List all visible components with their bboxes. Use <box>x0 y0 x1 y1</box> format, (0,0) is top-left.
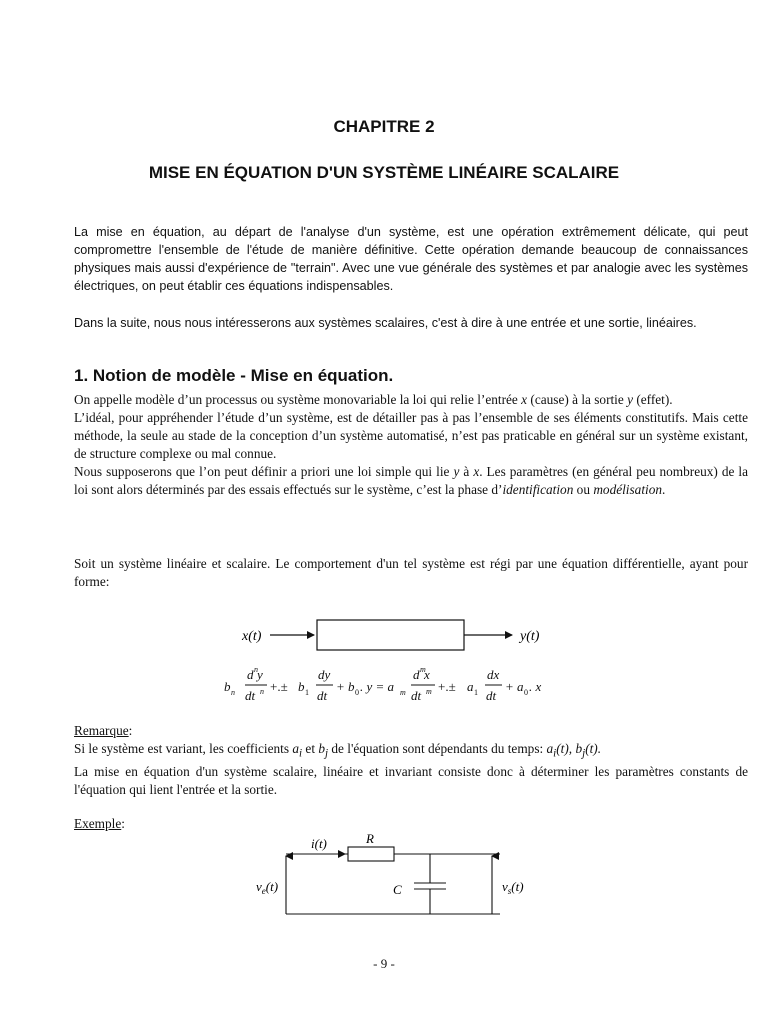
eq-b1-sub: 1 <box>305 688 309 697</box>
vs-v: v <box>502 879 508 894</box>
eq-dt: dt <box>245 688 256 703</box>
text: (t). <box>585 741 602 756</box>
text: (cause) à la sortie <box>527 392 628 407</box>
text: Nous supposerons que l’on peut définir a priori une loi simple qui lie <box>74 464 454 479</box>
section-1-line-1 <box>74 391 748 409</box>
eq-bn: b <box>224 679 231 694</box>
intro-p1-text: La mise en équation, au départ de l'analyse d'un système, est une opération extrêmement délicate, qui peut compromettre l'ensemble de l'étude de manière définitive. Cette opération demande beaucoup de connaissances physiques mais aussi d'expérience de "terrain". Avec une vue générale des systèmes et par analogie avec les systèmes électriques, on peut établir ces équations indispensables. <box>74 225 748 293</box>
eq-dt: dt <box>411 688 422 703</box>
example-colon: : <box>121 816 125 831</box>
text: . <box>662 482 666 497</box>
var-ai: a <box>292 741 300 756</box>
resistor <box>348 847 394 861</box>
var-bjt: b <box>575 741 583 756</box>
vs-label <box>502 879 524 896</box>
section-1-p4-text: Soit un système linéaire et scalaire. Le comportement d'un tel système est régi par une équation différentielle, ayant pour forme: <box>74 556 748 589</box>
current-arrow-head <box>338 850 346 858</box>
text: . Les paramètres (en général peu nombreux) de la loi sont alors déterminés par des essais effectués sur le système, c’est la phase d’ <box>74 464 749 497</box>
term-modelisation: modélisation <box>593 482 663 497</box>
remark-block <box>74 722 748 799</box>
section-1-line-2: L’idéal, pour appréhender l’étude d’un système, est de détailler pas à pas l’ensemble de ses éléments constitutifs. Mais cette méthode, la seule au stade de la conception d’un système automatisé, n’est pas praticable en général sur un système existant, de structure complexe ou mal connue. <box>74 410 748 461</box>
ve-sub: e <box>261 886 266 896</box>
var-ai-sub: i <box>299 747 303 760</box>
text: de l'équation sont dépendants du temps: <box>328 741 547 756</box>
eq-n-exp-den: n <box>260 687 264 696</box>
eq-dx: dx <box>487 667 500 682</box>
var-bj-sub: j <box>325 747 329 760</box>
text: et <box>302 741 319 756</box>
chapter-label: CHAPITRE 2 <box>333 117 435 136</box>
text: Si le système est variant, les coefficients <box>74 741 293 756</box>
eq-x-end: . x <box>529 679 542 694</box>
section-1-line-3 <box>74 463 748 499</box>
eq-b0-sub: 0 <box>355 688 359 697</box>
text: ou <box>573 482 594 497</box>
eq-dm: d <box>413 667 420 682</box>
section-1-paragraph-4 <box>74 555 748 591</box>
eq-y-eq: . y = a <box>360 679 395 694</box>
eq-b0-term: + b <box>336 679 355 694</box>
var-bj: b <box>318 741 325 756</box>
remark-title-text: Remarque <box>74 723 129 738</box>
eq-a0-term: + a <box>505 679 524 694</box>
input-label: x(t) <box>242 629 262 644</box>
eq-b1: b <box>298 679 305 694</box>
eq-a1: a <box>467 679 474 694</box>
term-identification: identification <box>502 482 574 497</box>
eq-m-exp: m <box>420 665 426 674</box>
var-x: x <box>473 464 480 479</box>
var-x: x <box>521 392 528 407</box>
text: On appelle modèle d’un processus ou système monovariable la loi qui relie l’entrée <box>74 392 522 407</box>
eq-am-sub: m <box>400 688 406 697</box>
ve-t: (t) <box>265 879 279 894</box>
eq-x: x <box>424 667 430 682</box>
var-y: y <box>627 392 634 407</box>
vs-sub: s <box>507 886 512 896</box>
ve-label <box>256 879 278 896</box>
text: (effet). <box>633 392 673 407</box>
section-1-heading: 1. Notion de modèle - Mise en équation. <box>74 366 394 385</box>
var-y: y <box>453 464 460 479</box>
eq-dots-1: +.± <box>270 679 288 694</box>
var-ait: a <box>546 741 554 756</box>
intro-paragraph-2 <box>74 314 748 332</box>
var-ait-sub: i <box>553 747 557 760</box>
remark-line-2: La mise en équation d'un système scalaire, linéaire et invariant consiste donc à déterminer les paramètres constants de l'équation qui lient l'entrée et la sortie. <box>74 763 748 797</box>
block-diagram <box>0 610 768 660</box>
remark-title <box>74 722 748 740</box>
eq-dt: dt <box>486 688 497 703</box>
differential-equation <box>0 662 768 710</box>
eq-y: y <box>257 667 263 682</box>
eq-n-exp: n <box>254 665 258 674</box>
chapter-title: MISE EN ÉQUATION D'UN SYSTÈME LINÉAIRE SCALAIRE <box>148 163 620 182</box>
remark-colon: : <box>128 723 133 738</box>
intro-paragraph-1 <box>74 223 748 295</box>
output-label: y(t) <box>520 629 540 644</box>
eq-a0-sub: 0 <box>524 688 528 697</box>
resistor-label: R <box>366 831 374 846</box>
intro-p2-text: Dans la suite, nous nous intéresserons aux systèmes scalaires, c'est à dire à une entrée et une sortie, linéaires. <box>74 316 697 330</box>
text: (t), <box>556 741 576 756</box>
eq-m-exp-den: m <box>426 687 432 696</box>
capacitor-label: C <box>393 882 402 897</box>
eq-dots-2: +.± <box>438 679 456 694</box>
eq-a1-sub: 1 <box>474 688 478 697</box>
section-1-body <box>74 391 748 499</box>
current-label: i(t) <box>311 836 327 851</box>
remark-line-1 <box>74 740 748 763</box>
vs-t: (t) <box>511 879 524 894</box>
var-bjt-sub: j <box>582 747 586 760</box>
page-number: - 9 - <box>373 956 395 971</box>
system-block <box>317 620 464 650</box>
text: à <box>459 464 474 479</box>
eq-dn: d <box>247 667 254 682</box>
eq-bn-sub: n <box>231 688 235 697</box>
eq-dy: dy <box>318 667 331 682</box>
ve-v: v <box>256 879 262 894</box>
rc-circuit <box>0 828 768 920</box>
example-title-text: Exemple <box>74 816 122 831</box>
eq-dt: dt <box>317 688 328 703</box>
